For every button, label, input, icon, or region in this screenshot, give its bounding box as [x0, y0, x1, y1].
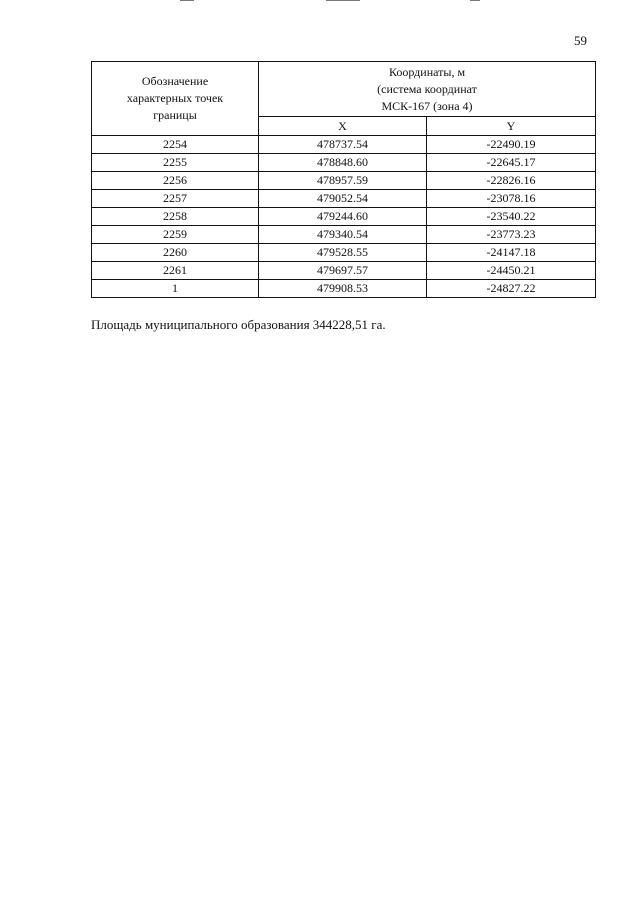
area-note: Площадь муниципального образования 344228,51 га.: [91, 317, 386, 332]
y-cell: -23540.22: [427, 208, 596, 226]
x-cell: 479052.54: [259, 190, 427, 208]
x-cell: 479697.57: [259, 262, 427, 280]
y-cell: -22490.19: [427, 136, 596, 154]
scan-artifact-line: [326, 0, 360, 1]
coordinates-header-line3: МСК-167 (зона 4): [381, 98, 473, 113]
coordinates-header-line2: (система координат: [377, 81, 477, 96]
point-cell: 1: [92, 280, 259, 298]
coordinates-header: [259, 62, 596, 117]
y-column-header: Y: [427, 117, 596, 136]
table-row: [92, 280, 596, 298]
table-row: [92, 262, 596, 280]
table-row: [92, 190, 596, 208]
point-cell: 2254: [92, 136, 259, 154]
table-row: [92, 208, 596, 226]
y-cell: -23078.16: [427, 190, 596, 208]
scan-artifact-line: [180, 0, 194, 1]
point-cell: 2260: [92, 244, 259, 262]
points-header-text: Обозначение характерных точек границы: [126, 74, 224, 122]
point-cell: 2256: [92, 172, 259, 190]
y-cell: -23773.23: [427, 226, 596, 244]
y-cell: -24827.22: [427, 280, 596, 298]
point-cell: 2259: [92, 226, 259, 244]
y-cell: -22826.16: [427, 172, 596, 190]
x-cell: 478957.59: [259, 172, 427, 190]
x-cell: 479908.53: [259, 280, 427, 298]
table-row: [92, 154, 596, 172]
coordinates-table: [91, 61, 596, 298]
y-cell: -22645.17: [427, 154, 596, 172]
page-number: 59: [574, 33, 587, 48]
points-header: [92, 62, 259, 136]
point-cell: 2255: [92, 154, 259, 172]
point-cell: 2257: [92, 190, 259, 208]
table-row: [92, 172, 596, 190]
table-row: [92, 136, 596, 154]
y-cell: -24450.21: [427, 262, 596, 280]
coordinates-header-line1: Координаты, м: [388, 64, 466, 79]
table-row: [92, 244, 596, 262]
x-column-header: X: [259, 117, 427, 136]
point-cell: 2261: [92, 262, 259, 280]
x-cell: 478737.54: [259, 136, 427, 154]
x-cell: 479528.55: [259, 244, 427, 262]
x-cell: 479340.54: [259, 226, 427, 244]
x-cell: 478848.60: [259, 154, 427, 172]
y-cell: -24147.18: [427, 244, 596, 262]
point-cell: 2258: [92, 208, 259, 226]
scan-artifact-line: [470, 0, 480, 1]
table-row: [92, 226, 596, 244]
x-cell: 479244.60: [259, 208, 427, 226]
